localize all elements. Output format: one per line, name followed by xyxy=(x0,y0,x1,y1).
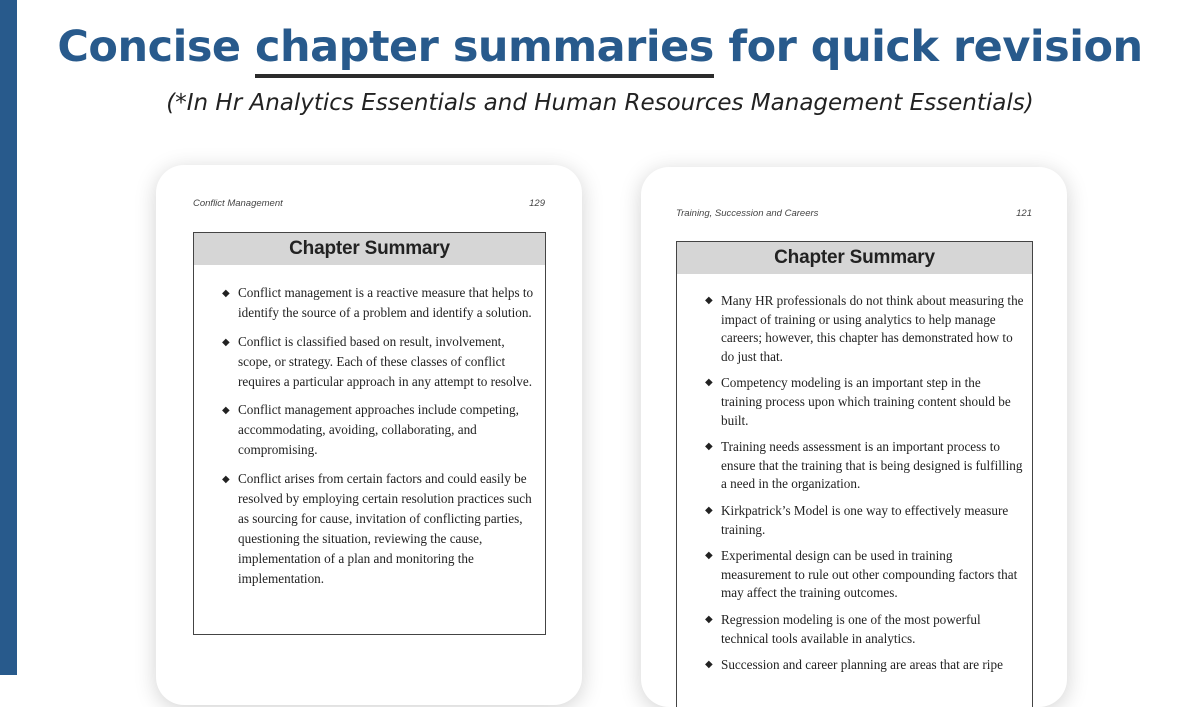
list-item xyxy=(705,656,1024,675)
diamond-bullet-icon: ◆ xyxy=(222,405,230,416)
diamond-bullet-icon: ◆ xyxy=(705,613,713,625)
diamond-bullet-icon: ◆ xyxy=(705,550,713,562)
list-item xyxy=(222,400,535,460)
slide-headline xyxy=(0,22,1200,72)
page-number: 121 xyxy=(1016,208,1032,219)
headline-text-before: Concise xyxy=(57,22,256,72)
diamond-bullet-icon: ◆ xyxy=(705,504,713,516)
book-page-right xyxy=(641,167,1067,707)
list-item xyxy=(705,374,1024,430)
bullet-text: Experimental design can be used in training measurement to rule out other compounding factors that may affect the training outcomes. xyxy=(721,548,1018,601)
bullet-text: Training needs assessment is an important process to ensure that the training that is being designed is fulfilling a need in the organization. xyxy=(721,439,1023,492)
diamond-bullet-icon: ◆ xyxy=(705,441,713,453)
bullet-text: Kirkpatrick’s Model is one way to effectively measure training. xyxy=(721,502,1009,537)
bullet-text: Conflict arises from certain factors and could easily be resolved by employing certain resolution practices such as sourcing for cause, invitation of conflicting parties, questioning the situation, reviewing the cause, implementation of a plan and monitoring the implementation. xyxy=(238,470,532,586)
bullet-text: Conflict management is a reactive measure that helps to identify the source of a problem and identify a solution. xyxy=(238,285,534,320)
bullet-text: Many HR professionals do not think about measuring the impact of training or using analytics to help manage careers; however, this chapter has demonstrated how to do just that. xyxy=(721,293,1024,364)
diamond-bullet-icon: ◆ xyxy=(705,377,713,389)
running-head: Training, Succession and Careers xyxy=(676,208,819,219)
list-item xyxy=(705,292,1024,366)
bullet-text: Succession and career planning are areas that are ripe xyxy=(721,657,1003,673)
diamond-bullet-icon: ◆ xyxy=(705,659,713,671)
chapter-summary-title: Chapter Summary xyxy=(194,233,545,265)
page-number: 129 xyxy=(529,198,545,209)
slide-subheading: (*In Hr Analytics Essentials and Human Resources Management Essentials) xyxy=(166,90,1034,116)
list-item xyxy=(705,547,1024,603)
list-item xyxy=(222,332,535,392)
chapter-summary-title: Chapter Summary xyxy=(677,242,1032,274)
book-page-left xyxy=(156,165,582,705)
bullet-text: Conflict management approaches include competing, accommodating, avoiding, collaborating, and compromising. xyxy=(238,402,519,457)
headline-text-after: for quick revision xyxy=(713,22,1143,72)
diamond-bullet-icon: ◆ xyxy=(705,295,713,306)
diamond-bullet-icon: ◆ xyxy=(222,336,230,348)
diamond-bullet-icon: ◆ xyxy=(222,473,230,485)
running-head: Conflict Management xyxy=(193,198,283,209)
headline-highlight: chapter summaries xyxy=(255,22,714,72)
list-item xyxy=(705,502,1024,539)
list-item xyxy=(222,283,535,323)
list-item xyxy=(222,469,535,589)
summary-bullet-list xyxy=(194,265,545,589)
diamond-bullet-icon: ◆ xyxy=(222,288,230,299)
bullet-text: Conflict is classified based on result, involvement, scope, or strategy. Each of these classes of conflict requires a particular approach in any attempt to resolve. xyxy=(238,333,533,389)
summary-bullet-list xyxy=(677,274,1032,675)
chapter-summary-box xyxy=(193,232,546,635)
list-item xyxy=(705,611,1024,648)
list-item xyxy=(705,438,1024,494)
bullet-text: Regression modeling is one of the most powerful technical tools available in analytics. xyxy=(721,611,981,646)
bullet-text: Competency modeling is an important step in the training process upon which training content should be built. xyxy=(721,375,1011,428)
chapter-summary-box xyxy=(676,241,1033,707)
